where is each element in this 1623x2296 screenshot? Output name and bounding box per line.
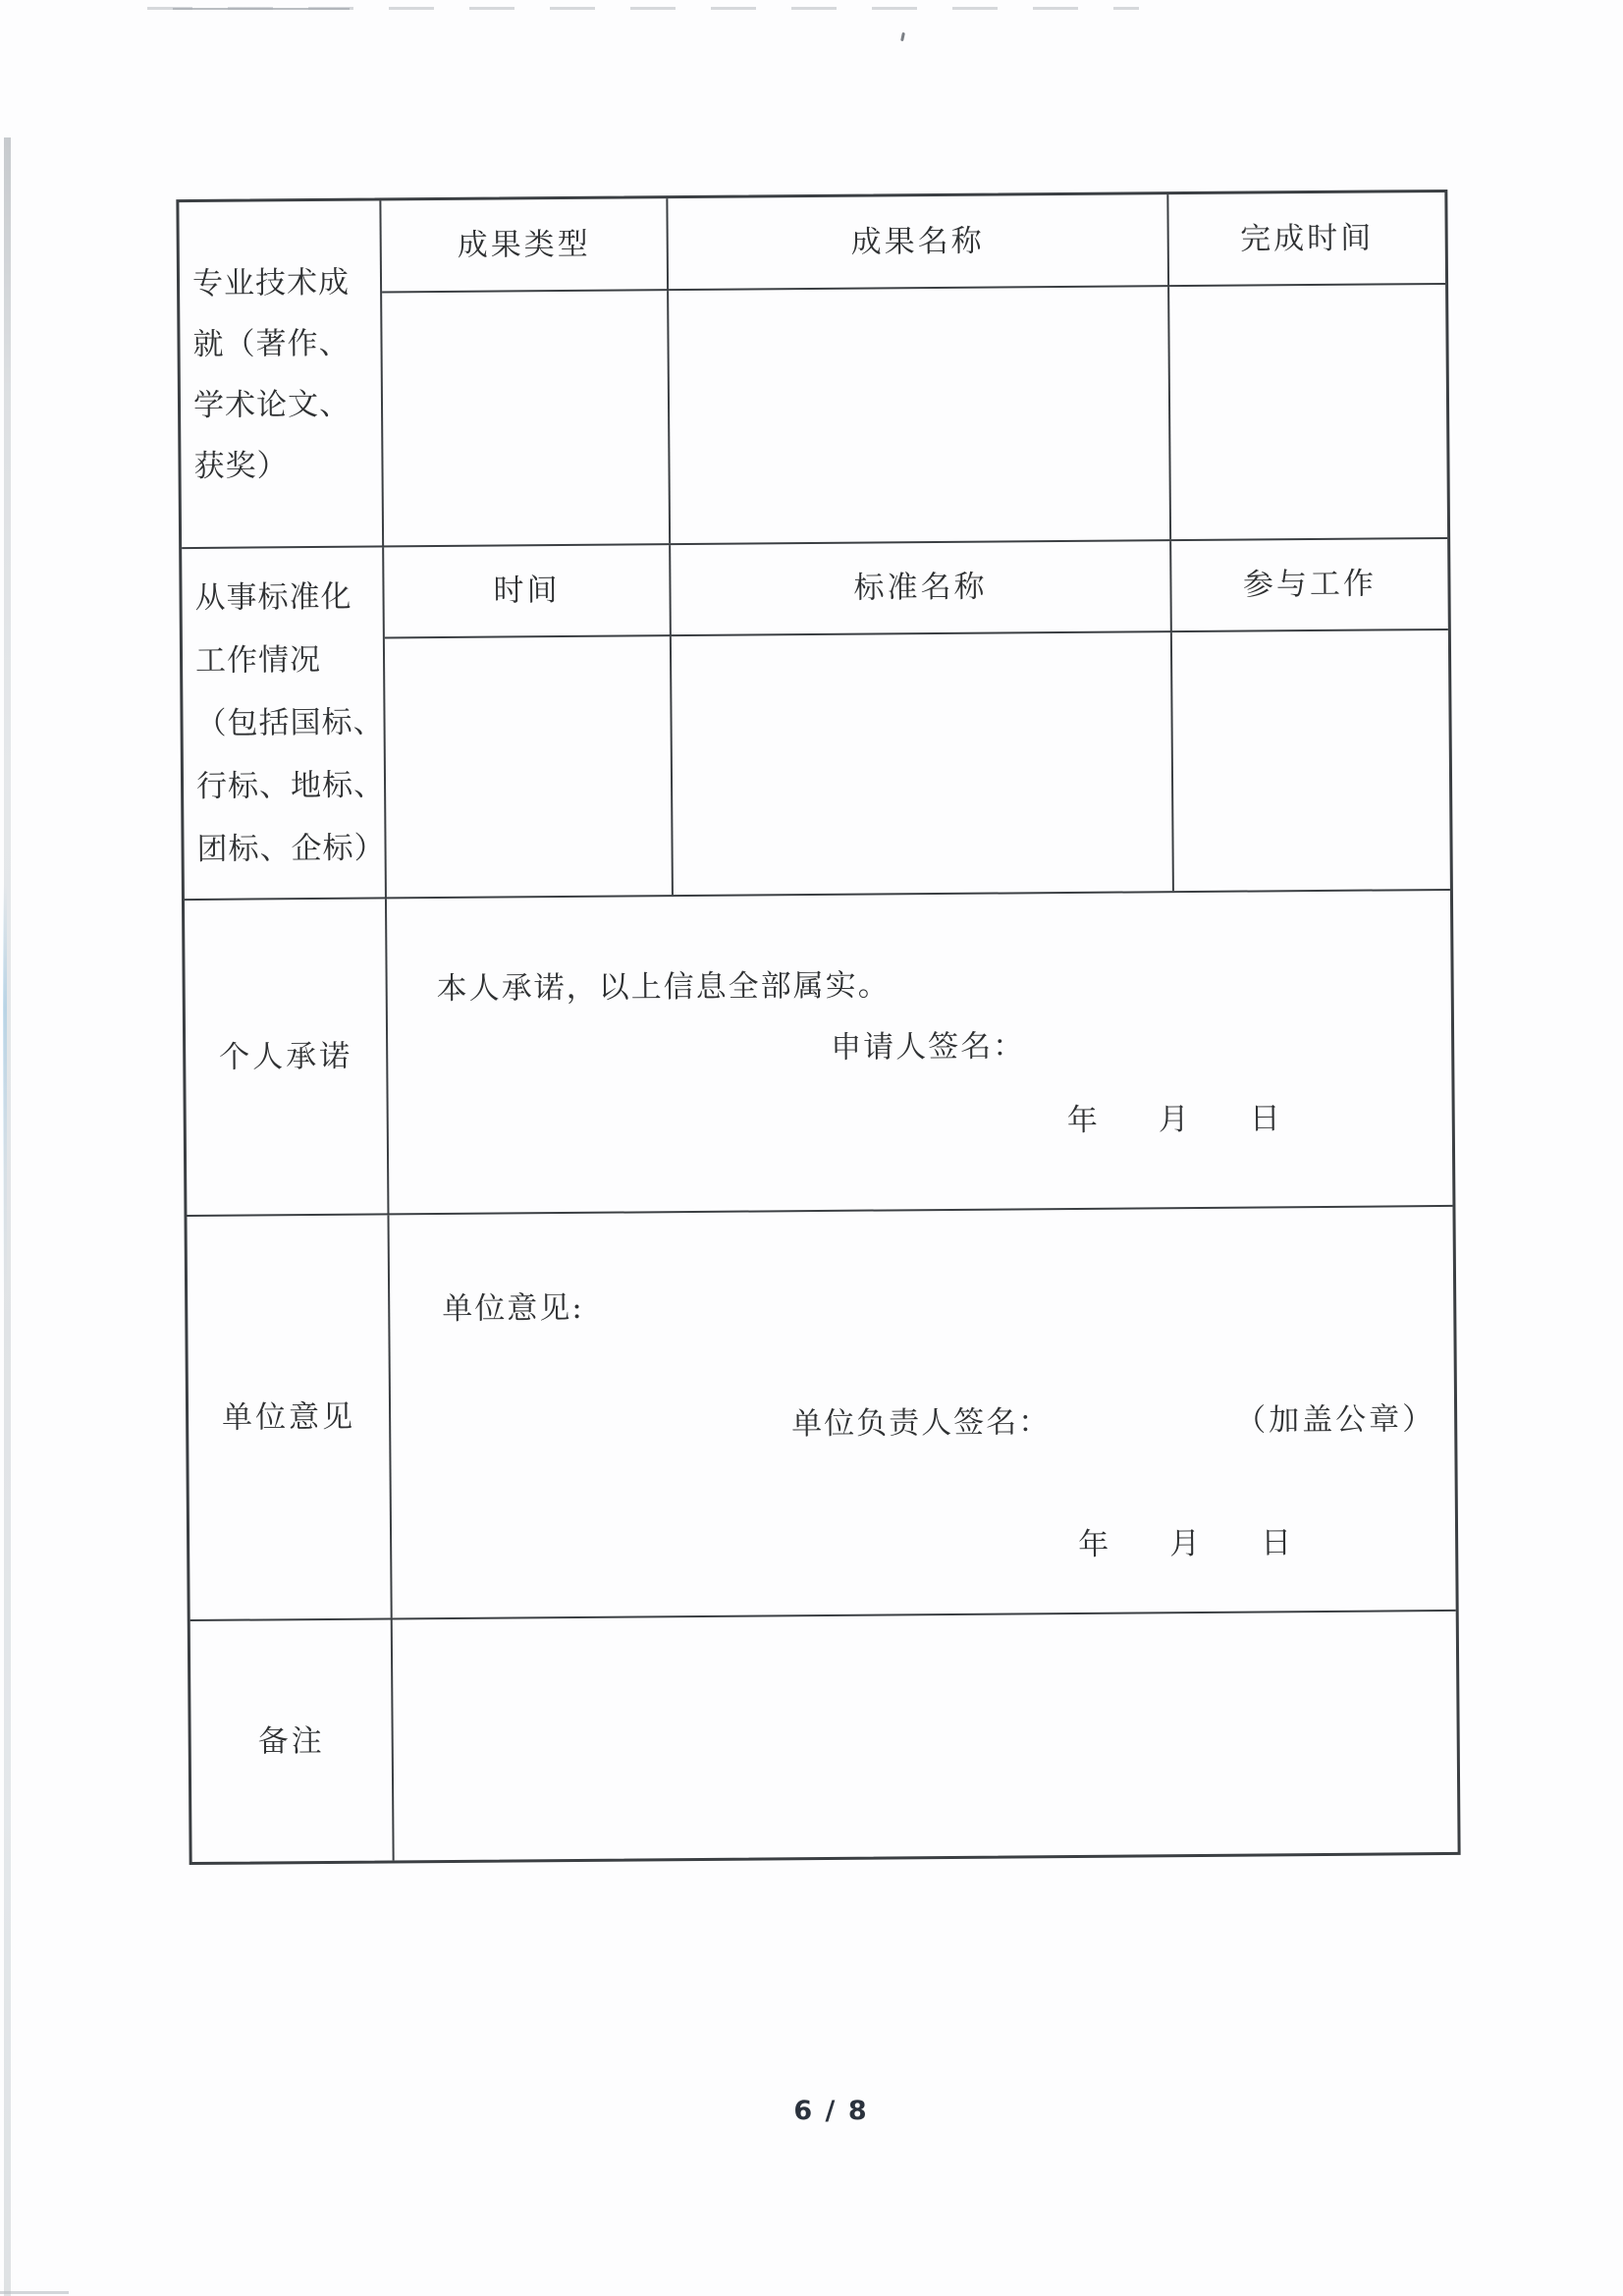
applicant-signature-label: 申请人签名：	[831, 1028, 1026, 1066]
day-label: 日	[1249, 1101, 1280, 1137]
section-unit-opinion	[187, 1207, 1455, 1621]
page-number: 6 / 8	[793, 2096, 869, 2126]
header-completion-time: 完成时间	[1168, 192, 1445, 287]
header-standard-name: 标准名称	[671, 541, 1172, 636]
unit-opinion-date-line	[1078, 1525, 1292, 1562]
month-label: 月	[1169, 1525, 1201, 1562]
unit-opinion-label-cell	[187, 1215, 392, 1619]
standardization-empty-cell-participation	[1172, 630, 1450, 891]
header-result-name: 成果名称	[668, 194, 1169, 291]
official-seal-note: （加盖公章）	[1235, 1401, 1436, 1439]
year-label: 年	[1066, 1102, 1098, 1139]
commitment-statement: 本人承诺，以上信息全部属实。	[436, 967, 891, 1008]
section-remarks	[190, 1612, 1458, 1862]
standardization-label-line: 团标、企标）	[196, 830, 386, 867]
standardization-grid	[384, 539, 1450, 897]
scan-artifact-top-line	[173, 8, 350, 10]
section-standardization	[182, 539, 1450, 901]
achievements-empty-cell-name	[669, 287, 1171, 543]
standardization-label-cell	[182, 547, 387, 899]
unit-opinion-field-label: 单位意见:	[442, 1289, 584, 1328]
remarks-label: 备注	[257, 1722, 325, 1760]
personal-commitment-label-cell	[185, 899, 390, 1215]
standardization-label-line: 工作情况	[194, 641, 322, 679]
scan-artifact-left-edge-blue	[3, 884, 7, 1296]
month-label: 月	[1158, 1102, 1189, 1138]
header-participation: 参与工作	[1171, 539, 1448, 632]
standardization-label-line: （包括国标、	[195, 704, 385, 741]
achievements-empty-cell-type	[382, 291, 671, 545]
application-form-table	[176, 190, 1460, 1865]
standardization-label-line: 行标、地标、	[195, 767, 386, 804]
day-label: 日	[1260, 1525, 1292, 1561]
standardization-empty-cell-name	[672, 632, 1174, 895]
achievements-label-line: 学术论文、	[192, 386, 352, 423]
remarks-empty-cell	[393, 1612, 1458, 1860]
achievements-label-cell	[179, 200, 384, 547]
header-result-type: 成果类型	[381, 198, 669, 293]
achievements-empty-cell-time	[1169, 285, 1447, 539]
unit-head-signature-label: 单位负责人签名：	[791, 1404, 1052, 1443]
commitment-date-line	[1066, 1101, 1280, 1139]
unit-opinion-label: 单位意见	[221, 1398, 356, 1436]
unit-opinion-cell	[389, 1207, 1455, 1617]
section-personal-commitment	[185, 891, 1452, 1217]
standardization-label-line: 从事标准化	[194, 578, 352, 616]
achievements-grid	[381, 192, 1447, 545]
achievements-label-line: 专业技术成	[191, 264, 351, 301]
scan-artifact-bottom-sliver	[0, 2291, 69, 2294]
header-time: 时间	[384, 545, 672, 638]
scan-artifact-speck	[900, 32, 905, 41]
achievements-label-line: 获奖）	[193, 447, 289, 484]
achievements-label-line: 就（著作、	[192, 325, 351, 362]
section-achievements	[179, 192, 1447, 549]
standardization-empty-cell-time	[385, 636, 674, 897]
personal-commitment-label: 个人承诺	[219, 1038, 353, 1075]
year-label: 年	[1078, 1526, 1109, 1562]
remarks-label-cell	[190, 1619, 395, 1862]
personal-commitment-cell	[387, 891, 1452, 1213]
